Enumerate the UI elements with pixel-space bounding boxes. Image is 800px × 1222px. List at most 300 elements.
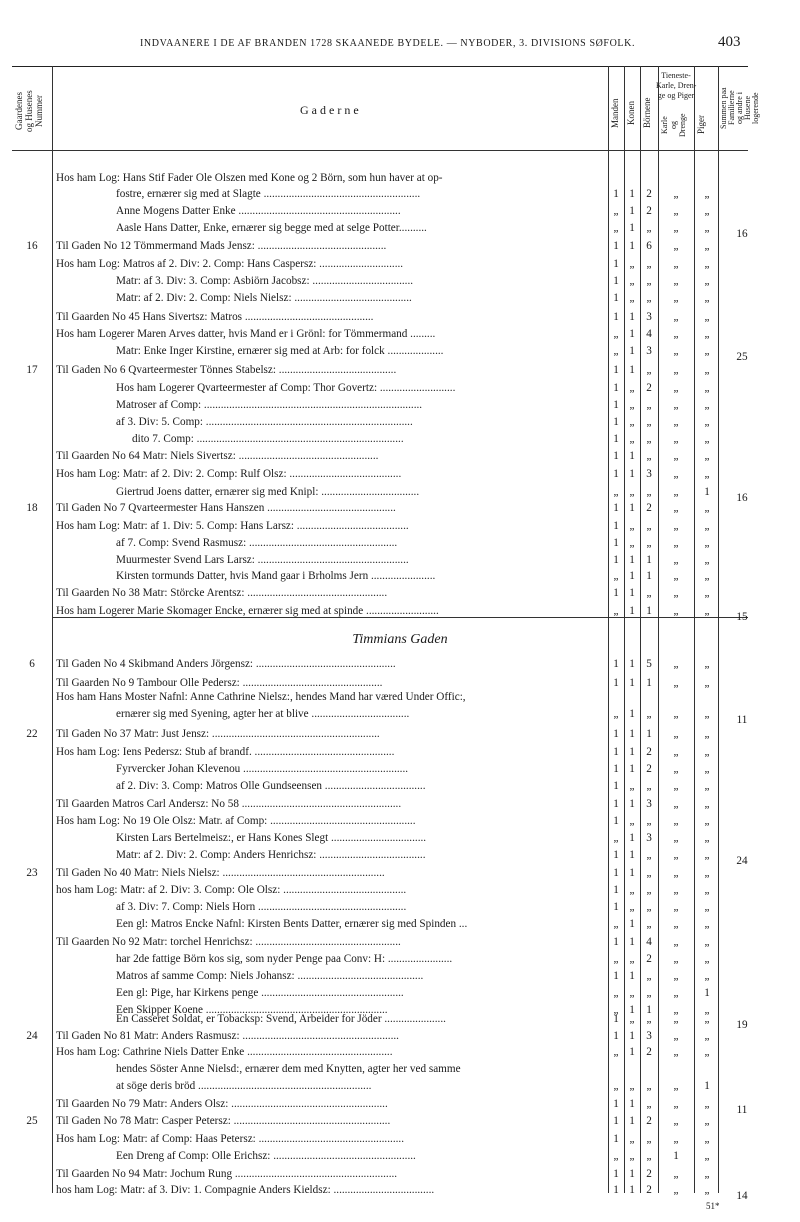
count-piger: „ <box>704 1168 710 1180</box>
entry-text: Aasle Hans Datter, Enke, ernærer sig begge med at selge Potter.......... <box>116 222 427 234</box>
count-konen: „ <box>629 884 635 896</box>
entry-text: af 3. Div: 5. Comp: .......................................................................... <box>116 416 413 428</box>
count-konen: 1 <box>629 658 635 670</box>
count-bornene: 3 <box>646 345 652 357</box>
entry-text: Een gl: Matros Encke Nafnl: Kirsten Bents Datter, ernærer sig med Spinden ... <box>116 918 468 930</box>
count-karle-drenge: „ <box>673 275 679 287</box>
count-karle-drenge: „ <box>673 918 679 930</box>
count-manden: 1 <box>613 901 619 913</box>
count-karle-drenge: „ <box>673 486 679 498</box>
entry-text: Til Gaden No 12 Tömmermand Mads Jensz: .............................................. <box>56 240 387 252</box>
table-row <box>0 568 800 586</box>
count-karle-drenge: „ <box>673 1046 679 1058</box>
count-manden: 1 <box>613 502 619 514</box>
count-konen: „ <box>629 382 635 394</box>
count-manden: „ <box>613 205 619 217</box>
count-manden: „ <box>613 987 619 999</box>
count-manden: 1 <box>613 1168 619 1180</box>
entry-text: Matros af samme Comp: Niels Johansz: ............................................. <box>116 970 424 982</box>
count-bornene: „ <box>646 708 652 720</box>
count-konen: 1 <box>629 1004 635 1016</box>
count-karle-drenge: „ <box>673 953 679 965</box>
count-bornene: „ <box>646 884 652 896</box>
entry-text: Til Gaarden No 38 Matr: Störcke Arentsz: .................................................. <box>56 587 388 599</box>
count-konen: „ <box>629 537 635 549</box>
table-row <box>0 830 800 848</box>
table-row <box>0 1148 800 1166</box>
count-konen: 1 <box>629 554 635 566</box>
count-piger: „ <box>704 587 710 599</box>
count-manden: „ <box>613 953 619 965</box>
household-total: 16 <box>736 228 748 240</box>
count-piger: „ <box>704 188 710 200</box>
count-karle-drenge: „ <box>673 258 679 270</box>
table-row <box>0 448 800 466</box>
entry-text: Til Gaarden No 94 Matr: Jochum Rung .......................................................... <box>56 1168 398 1180</box>
table-row <box>0 778 800 796</box>
count-piger: „ <box>704 1098 710 1110</box>
table-row <box>0 706 800 724</box>
count-karle-drenge: „ <box>673 884 679 896</box>
count-karle-drenge: „ <box>673 399 679 411</box>
count-karle-drenge: „ <box>673 677 679 689</box>
entry-text: Til Gaden No 6 Qvarteermester Tönnes Stabelsz: .......................................... <box>56 364 397 376</box>
count-bornene: „ <box>646 780 652 792</box>
count-karle-drenge: „ <box>673 1030 679 1042</box>
count-karle-drenge: „ <box>673 780 679 792</box>
household-total: 25 <box>736 351 748 363</box>
entry-text: har 2de fattige Börn kos sig, som nyder Penge paa Conv: H: ....................... <box>116 953 453 965</box>
count-bornene: „ <box>646 399 652 411</box>
count-piger: „ <box>704 328 710 340</box>
count-manden: „ <box>613 708 619 720</box>
count-manden: 1 <box>613 884 619 896</box>
entry-text: Til Gaarden No 92 Matr: torchel Henrichsz: .................................................... <box>56 936 401 948</box>
count-manden: 1 <box>613 364 619 376</box>
count-konen: 1 <box>629 205 635 217</box>
table-row <box>0 726 800 744</box>
count-bornene: 2 <box>646 1168 652 1180</box>
count-manden: 1 <box>613 450 619 462</box>
count-piger: „ <box>704 918 710 930</box>
count-manden: 1 <box>613 554 619 566</box>
table-row <box>0 1182 800 1200</box>
count-manden: 1 <box>613 1133 619 1145</box>
table-row <box>0 1113 800 1131</box>
count-piger: „ <box>704 728 710 740</box>
count-konen: 1 <box>629 677 635 689</box>
count-piger: „ <box>704 222 710 234</box>
count-karle-drenge: „ <box>673 292 679 304</box>
count-manden: 1 <box>613 416 619 428</box>
entry-text: Hos ham Logerer Maren Arves datter, hvis Mand er i Grönl: for Tömmermand ......... <box>56 328 436 340</box>
entry-text: ernærer sig med Syening, agter her at blive ................................... <box>116 708 410 720</box>
table-row <box>0 220 800 238</box>
count-piger: „ <box>704 468 710 480</box>
header-summen: Summen paa Familierne og andre i Husene logerende <box>719 87 760 129</box>
count-bornene: 2 <box>646 1046 652 1058</box>
count-karle-drenge: „ <box>673 240 679 252</box>
running-title: INDVAANERE I DE AF BRANDEN 1728 SKAANEDE BYDELE. — NYBODER, 3. DIVISIONS SØFOLK. <box>140 38 636 49</box>
table-row <box>0 203 800 221</box>
count-konen: „ <box>629 1013 635 1025</box>
count-piger: „ <box>704 780 710 792</box>
count-piger: „ <box>704 953 710 965</box>
count-bornene: „ <box>646 901 652 913</box>
count-bornene: „ <box>646 987 652 999</box>
entry-text: Hos ham Log: Matr: af 1. Div: 5. Comp: Hans Larsz: ........................................ <box>56 520 409 532</box>
count-piger: „ <box>704 1004 710 1016</box>
count-bornene: „ <box>646 258 652 270</box>
count-karle-drenge: „ <box>673 763 679 775</box>
count-konen: „ <box>629 953 635 965</box>
count-karle-drenge: „ <box>673 798 679 810</box>
entry-text: Hos ham Logerer Qvarteermester af Comp: Thor Govertz: ........................... <box>116 382 456 394</box>
count-konen: 1 <box>629 970 635 982</box>
entry-text: Matr: Enke Inger Kirstine, ernærer sig med at Arb: for folck .................... <box>116 345 444 357</box>
count-manden: „ <box>613 1046 619 1058</box>
table-row <box>0 290 800 308</box>
count-bornene: 3 <box>646 798 652 810</box>
count-bornene: „ <box>646 520 652 532</box>
count-konen: „ <box>629 433 635 445</box>
count-bornene: 2 <box>646 502 652 514</box>
running-head <box>0 36 800 56</box>
table-row <box>0 414 800 432</box>
count-konen: 1 <box>629 1168 635 1180</box>
count-piger: „ <box>704 798 710 810</box>
count-bornene: 1 <box>646 728 652 740</box>
count-piger: „ <box>704 258 710 270</box>
entry-text: Hos ham Log: Iens Pedersz: Stub af brandf. .................................................. <box>56 746 395 758</box>
count-bornene: 3 <box>646 468 652 480</box>
count-karle-drenge: „ <box>673 605 679 617</box>
count-bornene: 2 <box>646 188 652 200</box>
count-konen: 1 <box>629 188 635 200</box>
count-karle-drenge: „ <box>673 708 679 720</box>
count-karle-drenge: „ <box>673 658 679 670</box>
count-piger: „ <box>704 450 710 462</box>
header-manden: Manden <box>610 98 620 128</box>
count-konen: 1 <box>629 605 635 617</box>
household-total: 11 <box>736 714 748 726</box>
entry-text: Til Gaarden No 45 Hans Sivertsz: Matros .............................................. <box>56 311 374 323</box>
count-bornene: „ <box>646 970 652 982</box>
count-karle-drenge: „ <box>673 1168 679 1180</box>
entry-text: Matr: af 2. Div: 2. Comp: Niels Nielsz: .......................................... <box>116 292 412 304</box>
count-bornene: „ <box>646 416 652 428</box>
table-row <box>0 985 800 1003</box>
table-row <box>0 585 800 603</box>
count-piger: „ <box>704 970 710 982</box>
count-manden: 1 <box>613 399 619 411</box>
count-bornene: „ <box>646 918 652 930</box>
table-row <box>0 362 800 380</box>
count-manden: 1 <box>613 1098 619 1110</box>
table-row <box>0 256 800 274</box>
entry-text: af 2. Div: 3. Comp: Matros Olle Gundseensen .................................... <box>116 780 426 792</box>
count-karle-drenge: „ <box>673 936 679 948</box>
header-rule <box>12 150 748 151</box>
count-konen: „ <box>629 780 635 792</box>
count-konen: 1 <box>629 1098 635 1110</box>
table-row <box>0 1096 800 1114</box>
entry-text: Til Gaden No 40 Matr: Niels Nielsz: .......................................................... <box>56 867 385 879</box>
table-row <box>0 761 800 779</box>
entry-text: Til Gaarden No 79 Matr: Anders Olsz: ........................................................ <box>56 1098 388 1110</box>
count-bornene: „ <box>646 433 652 445</box>
count-manden: 1 <box>613 258 619 270</box>
count-piger: „ <box>704 832 710 844</box>
count-manden: 1 <box>613 292 619 304</box>
count-karle-drenge: „ <box>673 815 679 827</box>
house-number: 25 <box>26 1115 38 1127</box>
entry-text: Fyrvercker Johan Klevenou ........................................................... <box>116 763 409 775</box>
house-number: 24 <box>26 1030 38 1042</box>
table-row <box>0 397 800 415</box>
count-manden: 1 <box>613 780 619 792</box>
count-piger: „ <box>704 311 710 323</box>
table-row <box>0 689 800 707</box>
count-manden: 1 <box>613 587 619 599</box>
entry-text: Hos ham Log: Matr: af Comp: Haas Petersz: .................................................... <box>56 1133 405 1145</box>
count-manden: 1 <box>613 468 619 480</box>
count-piger: „ <box>704 433 710 445</box>
count-konen: 1 <box>629 1184 635 1196</box>
count-bornene: „ <box>646 815 652 827</box>
entry-text: Anne Mogens Datter Enke .......................................................... <box>116 205 401 217</box>
count-piger: „ <box>704 570 710 582</box>
page-number: 403 <box>718 34 741 50</box>
count-manden: 1 <box>613 867 619 879</box>
count-konen: 1 <box>629 1046 635 1058</box>
count-konen: 1 <box>629 867 635 879</box>
count-konen: 1 <box>629 345 635 357</box>
table-row <box>0 238 800 256</box>
table-row <box>0 656 800 674</box>
count-konen: 1 <box>629 746 635 758</box>
count-piger: „ <box>704 345 710 357</box>
entry-text: Til Gaden No 4 Skibmand Anders Jörgensz: .................................................. <box>56 658 396 670</box>
count-piger: „ <box>704 502 710 514</box>
entry-text: hos ham Log: Matr: af 2. Div: 3. Comp: Ole Olsz: ............................................ <box>56 884 407 896</box>
count-bornene: 1 <box>646 605 652 617</box>
count-bornene: 2 <box>646 746 652 758</box>
count-piger: „ <box>704 399 710 411</box>
count-manden: 1 <box>613 382 619 394</box>
count-karle-drenge: 1 <box>673 1150 679 1162</box>
count-piger: „ <box>704 815 710 827</box>
count-konen: „ <box>629 416 635 428</box>
count-konen: 1 <box>629 240 635 252</box>
header-house-numbers: Gaardenes og Husenes Nummer <box>14 90 44 132</box>
count-bornene: 3 <box>646 1030 652 1042</box>
count-manden: 1 <box>613 798 619 810</box>
count-piger: „ <box>704 382 710 394</box>
count-karle-drenge: „ <box>673 188 679 200</box>
entry-text: Til Gaden No 37 Matr: Just Jensz: ............................................................ <box>56 728 380 740</box>
count-karle-drenge: „ <box>673 554 679 566</box>
count-karle-drenge: „ <box>673 537 679 549</box>
count-bornene: „ <box>646 292 652 304</box>
table-row <box>0 380 800 398</box>
count-manden: „ <box>613 1004 619 1016</box>
count-konen: „ <box>629 399 635 411</box>
count-piger: „ <box>704 884 710 896</box>
count-manden: 1 <box>613 815 619 827</box>
entry-text: Hos ham Log: Matros af 2. Div: 2. Comp: Hans Caspersz: .............................. <box>56 258 404 270</box>
count-karle-drenge: „ <box>673 832 679 844</box>
entry-text: hendes Söster Anne Nielsd:, ernærer dem med Knytten, agter her ved samme <box>116 1063 461 1075</box>
entry-text: Hos ham Log: Hans Stif Fader Ole Olszen med Kone og 2 Börn, som hun haver at op- <box>56 172 443 184</box>
entry-text: Til Gaarden Matros Carl Andersz: No 58 ......................................................... <box>56 798 402 810</box>
count-manden: 1 <box>613 936 619 948</box>
count-konen: 1 <box>629 587 635 599</box>
count-karle-drenge: „ <box>673 987 679 999</box>
table-row <box>0 968 800 986</box>
count-manden: „ <box>613 1150 619 1162</box>
count-karle-drenge: „ <box>673 1184 679 1196</box>
entry-text: Til Gaden No 7 Qvarteermester Hans Hanszen .............................................. <box>56 502 396 514</box>
count-karle-drenge: „ <box>673 728 679 740</box>
table-row <box>0 343 800 361</box>
entry-text: Giertrud Joens datter, ernærer sig med Knipl: ................................... <box>116 486 420 498</box>
count-piger: „ <box>704 763 710 775</box>
count-karle-drenge: „ <box>673 1080 679 1092</box>
count-karle-drenge: „ <box>673 416 679 428</box>
count-piger: „ <box>704 849 710 861</box>
count-bornene: 1 <box>646 554 652 566</box>
count-karle-drenge: „ <box>673 468 679 480</box>
count-karle-drenge: „ <box>673 345 679 357</box>
count-bornene: „ <box>646 1133 652 1145</box>
count-bornene: „ <box>646 275 652 287</box>
count-manden: 1 <box>613 677 619 689</box>
table-row <box>0 1131 800 1149</box>
table-row <box>0 431 800 449</box>
count-bornene: „ <box>646 450 652 462</box>
table-row <box>0 1061 800 1079</box>
table-row <box>0 309 800 327</box>
entry-text: Hos ham Log: No 19 Ole Olsz: Matr. af Comp: .................................................... <box>56 815 416 827</box>
count-konen: 1 <box>629 1030 635 1042</box>
count-konen: „ <box>629 815 635 827</box>
count-karle-drenge: „ <box>673 382 679 394</box>
entry-text: Hos ham Hans Moster Nafnl: Anne Cathrine Nielsz:, hendes Mand har væred Under Offic:, <box>56 691 466 703</box>
count-konen: „ <box>629 1150 635 1162</box>
table-row <box>0 466 800 484</box>
count-manden: 1 <box>613 728 619 740</box>
entry-text: Til Gaarden No 64 Matr: Niels Sivertsz: .................................................. <box>56 450 379 462</box>
header-konen: Konen <box>626 101 636 125</box>
count-karle-drenge: „ <box>673 901 679 913</box>
count-bornene: „ <box>646 1098 652 1110</box>
table-row <box>0 951 800 969</box>
count-piger: „ <box>704 1150 710 1162</box>
count-manden: „ <box>613 345 619 357</box>
count-manden: „ <box>613 486 619 498</box>
count-karle-drenge: „ <box>673 1115 679 1127</box>
count-piger: „ <box>704 1184 710 1196</box>
count-konen: 1 <box>629 311 635 323</box>
count-konen: 1 <box>629 364 635 376</box>
count-bornene: 4 <box>646 936 652 948</box>
table-row <box>0 865 800 883</box>
count-bornene: „ <box>646 1080 652 1092</box>
entry-text: Een Skipper Koene ................................................................. <box>116 1004 388 1016</box>
count-manden: 1 <box>613 520 619 532</box>
count-bornene: „ <box>646 867 652 879</box>
count-manden: 1 <box>613 849 619 861</box>
table-row <box>0 1011 800 1029</box>
count-piger: 1 <box>704 987 710 999</box>
table-row <box>0 916 800 934</box>
count-manden: „ <box>613 832 619 844</box>
count-manden: „ <box>613 605 619 617</box>
entry-text: Kirsten Lars Bertelmeisz:, er Hans Kones Slegt .................................. <box>116 832 427 844</box>
count-konen: „ <box>629 987 635 999</box>
count-bornene: 1 <box>646 570 652 582</box>
table-row <box>0 934 800 952</box>
count-bornene: 1 <box>646 677 652 689</box>
count-konen: „ <box>629 275 635 287</box>
count-piger: „ <box>704 1030 710 1042</box>
house-number: 18 <box>26 502 38 514</box>
table-row <box>0 326 800 344</box>
entry-text: Til Gaarden No 9 Tambour Olle Pedersz: .................................................. <box>56 677 383 689</box>
table-row <box>0 847 800 865</box>
count-karle-drenge: „ <box>673 970 679 982</box>
count-karle-drenge: „ <box>673 502 679 514</box>
household-total: 19 <box>736 1019 748 1031</box>
count-bornene: 2 <box>646 382 652 394</box>
section-heading: Timmians Gaden <box>352 632 448 647</box>
household-total: 11 <box>736 1104 748 1116</box>
count-konen: 1 <box>629 936 635 948</box>
count-piger: „ <box>704 936 710 948</box>
count-piger: „ <box>704 1115 710 1127</box>
count-bornene: 1 <box>646 1004 652 1016</box>
count-karle-drenge: „ <box>673 570 679 582</box>
count-piger: „ <box>704 867 710 879</box>
count-bornene: 6 <box>646 240 652 252</box>
count-piger: „ <box>704 275 710 287</box>
table-row <box>0 1044 800 1062</box>
entry-text: fostre, ernærer sig med at Slagte ........................................................ <box>116 188 421 200</box>
header-streets: Gaderne <box>300 103 362 117</box>
house-number: 23 <box>26 867 38 879</box>
count-bornene: „ <box>646 1150 652 1162</box>
house-number: 17 <box>26 364 38 376</box>
count-manden: 1 <box>613 1184 619 1196</box>
table-row <box>0 796 800 814</box>
count-manden: 1 <box>613 970 619 982</box>
count-piger: „ <box>704 677 710 689</box>
house-number: 16 <box>26 240 38 252</box>
count-manden: 1 <box>613 188 619 200</box>
entry-text: dito 7. Comp: .......................................................................... <box>132 433 404 445</box>
count-bornene: „ <box>646 364 652 376</box>
table-row <box>0 518 800 536</box>
count-konen: 1 <box>629 328 635 340</box>
count-konen: 1 <box>629 708 635 720</box>
count-karle-drenge: „ <box>673 450 679 462</box>
count-bornene: 2 <box>646 1115 652 1127</box>
count-manden: 1 <box>613 658 619 670</box>
count-manden: 1 <box>613 433 619 445</box>
house-number: 22 <box>26 728 38 740</box>
count-karle-drenge: „ <box>673 1004 679 1016</box>
